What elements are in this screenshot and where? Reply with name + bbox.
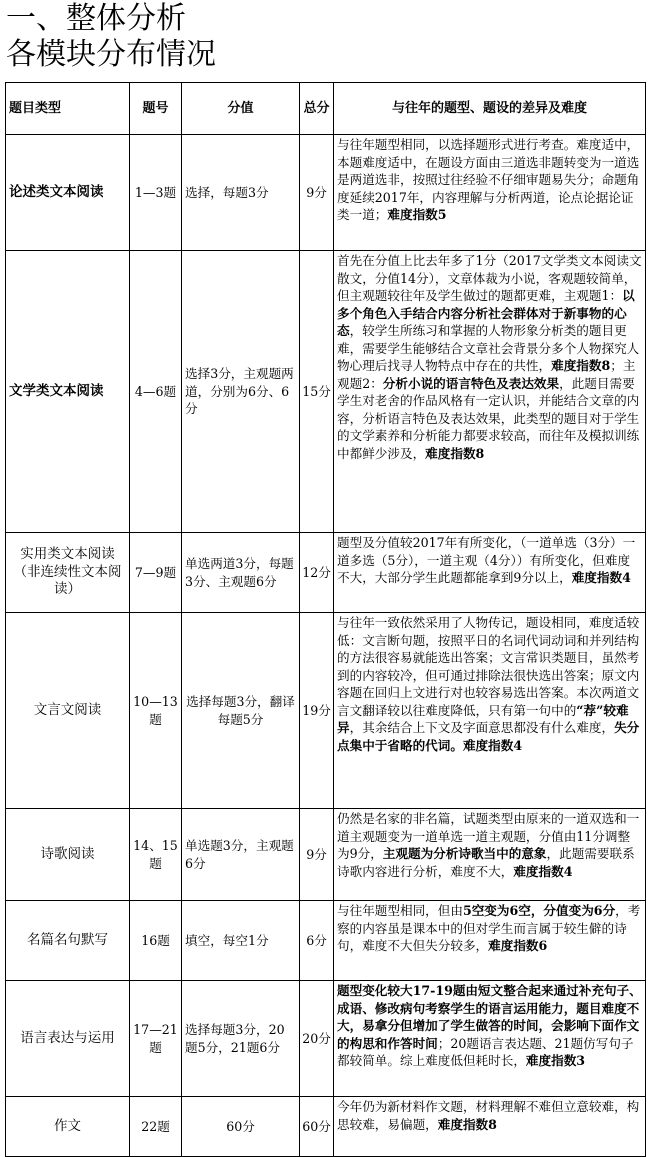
row-type: 文言文阅读 — [6, 613, 130, 809]
row-total: 20分 — [300, 981, 334, 1097]
desc-emphasis: 难度指数4 — [513, 863, 573, 879]
desc-text: ；主观题2： — [337, 358, 636, 391]
row-score: 选择每题3分，20题5分，21题6分 — [182, 981, 300, 1097]
desc-emphasis: 题型变化较大17-19题由短文整合起来通过补充句子、成语、修改病句考察学生的语言运用能力，题目难度不大，易拿分但增加了学生做答的时间，会影响下面作文的构思和作答时间 — [337, 983, 642, 1051]
desc-text: 今年仍为新材料作文题，材料理解不难但立意较难，构思较难，易偏题， — [337, 1099, 640, 1132]
row-score: 填空，每空1分 — [182, 901, 300, 981]
row-total: 9分 — [300, 135, 334, 251]
row-num: 17—21题 — [130, 981, 182, 1097]
desc-text: 与往年题型相同，以选择题形式进行考查。难度适中，本题难度适中，在题设方面由三道选非题转变为一道选是两道选非，按照过往经验不仔细审题易失分；命题角度延续2017年，内容理解与分析两道，论点论据论证类一道； — [337, 137, 640, 222]
row-desc — [334, 135, 646, 251]
header-type: 题目类型 — [6, 83, 130, 135]
row-score: 单选两道3分，每题3分、主观题6分 — [182, 533, 300, 613]
row-total: 12分 — [300, 533, 334, 613]
table-row — [6, 901, 646, 981]
header-num: 题号 — [130, 83, 182, 135]
desc-emphasis: 难度指数8 — [425, 445, 485, 461]
desc-emphasis: 难度指数3 — [525, 1053, 586, 1068]
row-score: 选择每题3分，翻译每题5分 — [182, 613, 300, 809]
table-row — [6, 135, 646, 251]
row-score: 选择3分，主观题两道，分别为6分、6分 — [182, 251, 300, 533]
desc-emphasis: 5空变为6空，分值变为6分 — [462, 903, 616, 918]
desc-text: 首先在分值上比去年多了1分（2017文学类文本阅读文散文，分值14分），文章体裁为小说，客观题较简单，但主观题较往年及学生做过的题都更难，主观题1： — [337, 253, 642, 303]
desc-text: 题型及分值较2017年有所变化，（一道单选（3分）一道多选（5分），一道主观（4分））有所变化，但难度不大，大部分学生此题都能拿到9分以上， — [337, 535, 636, 585]
row-total: 60分 — [300, 1097, 334, 1157]
row-total: 19分 — [300, 613, 334, 809]
desc-text: 与往年一致依然采用了人物传记，题设相同，难度适较低：文言断句题，按照平日的名词代词动词和并列结构的方法很容易就能选出答案；文言常识类题目，虽然考到的内容较冷，但可通过排除法很快选出答案；原文内容题在回归上文进行对也较容易选出答案。本次两道文言文翻译较以往难度降低，只有第一句中的 — [337, 615, 640, 718]
row-num: 16题 — [130, 901, 182, 981]
row-score: 60分 — [182, 1097, 300, 1157]
row-total: 6分 — [300, 901, 334, 981]
row-num: 22题 — [130, 1097, 182, 1157]
header-score: 分值 — [182, 83, 300, 135]
section-subheading: 各模块分布情况 — [6, 37, 216, 72]
section-heading: 一、整体分析 — [6, 1, 186, 36]
row-type: 论述类文本阅读 — [6, 135, 130, 251]
row-desc — [334, 981, 646, 1097]
row-num: 10—13题 — [130, 613, 182, 809]
desc-text: ，此题目需要学生对老舍的作品风格有一定认识，并能结合文章的内容，分析语言特色及表达效果，此类型的题目对于学生的文学素养和分析能力都要求较高，而往年及模拟训练中都鲜少涉及， — [337, 375, 640, 461]
desc-text: 仍然是名家的非名篇，试题类型由原来的一道双选和一道主观题变为一道单选一道主观题，分值由11分调整为9分， — [337, 811, 640, 861]
table-row — [6, 809, 646, 901]
table-row — [6, 251, 646, 533]
row-total: 9分 — [300, 809, 334, 901]
row-type: 实用类文本阅读（非连续性文本阅读） — [6, 533, 130, 613]
desc-text: ；20题语言表达题、21题仿写句子都较简单。综上难度低但耗时长， — [337, 1035, 634, 1068]
row-desc — [334, 1097, 646, 1157]
table-row — [6, 533, 646, 613]
row-desc — [334, 533, 646, 613]
desc-text: ，考察的内容虽是课本中的但对学生而言属于较生僻的诗句，难度不大但失分较多， — [337, 903, 641, 953]
desc-text: 与往年题型相同，但由 — [337, 903, 463, 918]
desc-emphasis: “荐”较难异 — [337, 702, 629, 735]
row-desc — [334, 613, 646, 809]
row-total: 15分 — [300, 251, 334, 533]
row-type: 语言表达与运用 — [6, 981, 130, 1097]
row-num: 1—3题 — [130, 135, 182, 251]
row-num: 7—9题 — [130, 533, 182, 613]
table-header-row — [6, 83, 646, 135]
row-num: 14、15题 — [130, 809, 182, 901]
row-desc — [334, 251, 646, 533]
exam-analysis-table — [5, 82, 646, 1157]
desc-emphasis: 难度指数5 — [387, 207, 447, 222]
table-row — [6, 1097, 646, 1157]
row-type: 作文 — [6, 1097, 130, 1157]
desc-text: ，此题需要联系诗歌内容进行分析，难度不大， — [337, 846, 635, 879]
row-type: 文学类文本阅读 — [6, 251, 130, 533]
row-type: 名篇名句默写 — [6, 901, 130, 981]
table-row — [6, 981, 646, 1097]
desc-text: ，较学生所练习和掌握的人物形象分析类的题目更难，需要学生能够结合文章社会背景分多个人物探究人物心理后找寻人物特点中存在的共性， — [337, 323, 640, 373]
desc-emphasis: 主观题为分析诗歌当中的意象 — [382, 846, 547, 861]
desc-emphasis: 难度指数6 — [488, 938, 548, 953]
row-type: 诗歌阅读 — [6, 809, 130, 901]
table-row — [6, 613, 646, 809]
desc-emphasis: 难度指数8 — [551, 358, 611, 373]
row-score: 单选题3分，主观题6分 — [182, 809, 300, 901]
desc-emphasis: 失分点集中于省略的代词。难度指数4 — [337, 720, 640, 753]
desc-emphasis: 难度指数4 — [571, 570, 631, 585]
row-desc — [334, 901, 646, 981]
desc-emphasis: 分析小说的语言特色及表达效果 — [382, 375, 560, 391]
row-score: 选择，每题3分 — [182, 135, 300, 251]
header-desc: 与往年的题型、题设的差异及难度 — [334, 83, 646, 135]
desc-text: ，其余结合上下文及字面意思都没有什么难度， — [349, 720, 615, 735]
row-num: 4—6题 — [130, 251, 182, 533]
row-desc — [334, 809, 646, 901]
desc-emphasis: 以多个角色入手结合内容分析社会群体对于新事物的心态 — [337, 288, 635, 338]
header-total: 总分 — [300, 83, 334, 135]
desc-emphasis: 难度指数8 — [437, 1116, 497, 1132]
